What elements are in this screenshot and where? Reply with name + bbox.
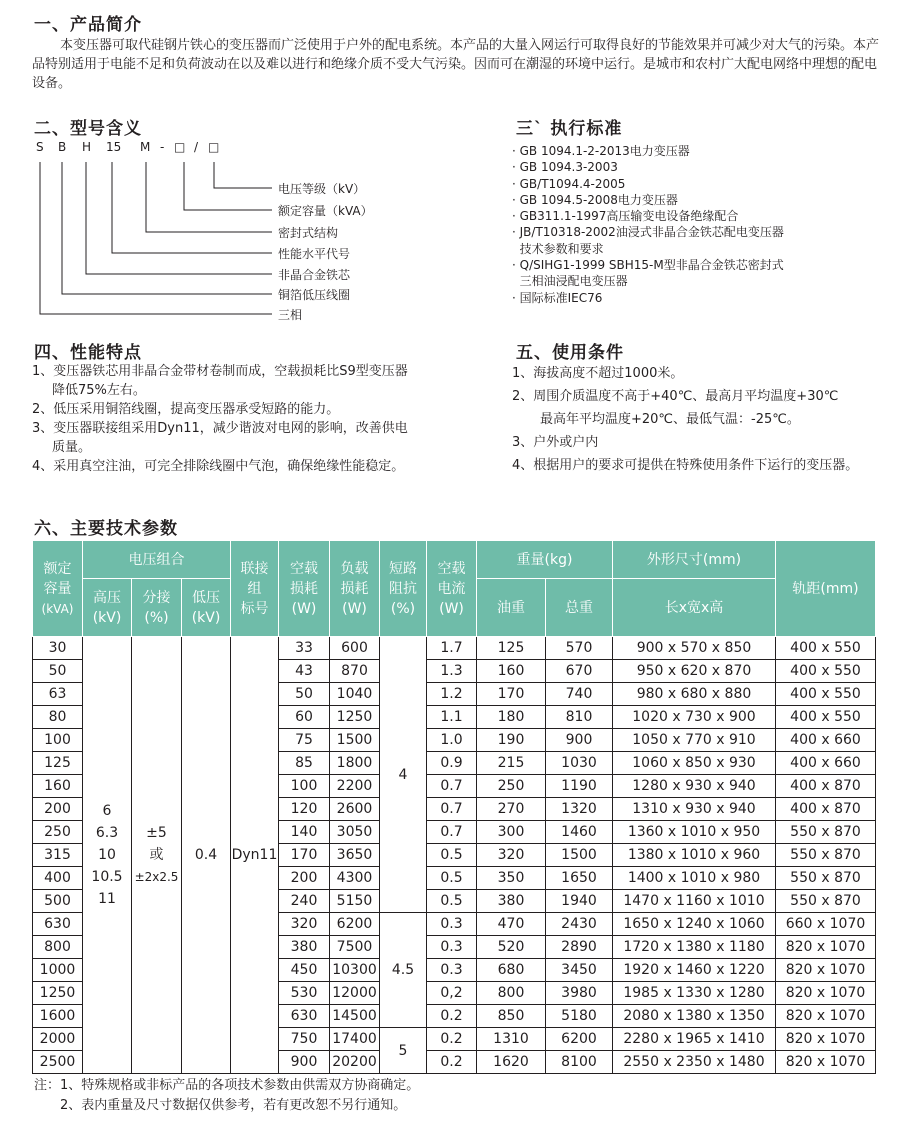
cell-capacity: 1000 (33, 959, 83, 982)
cell-gauge: 820 x 1070 (776, 982, 876, 1005)
cell-gauge: 550 x 870 (776, 867, 876, 890)
bracket-level-line (112, 162, 272, 253)
header-noload-loss: 空载 损耗 (W) (279, 541, 330, 637)
label-rated-capacity: 额定容量（kVA） (278, 204, 373, 218)
cell-gauge: 400 x 660 (776, 752, 876, 775)
header-voltage-group: 电压组合 (83, 541, 231, 579)
cell-dimensions: 1050 x 770 x 910 (613, 729, 776, 752)
cell-hv-values (83, 637, 132, 1074)
cell-noload-current: 1.2 (427, 683, 477, 706)
cell-noload-current: 0.5 (427, 867, 477, 890)
cell-noload-current: 0.7 (427, 821, 477, 844)
cell-oil-weight: 180 (477, 706, 546, 729)
cell-gauge: 400 x 550 (776, 683, 876, 706)
model-code-box2: □ (208, 140, 220, 154)
header-impedance: 短路 阻抗 (%) (380, 541, 427, 637)
model-code-b: B (58, 140, 67, 154)
cell-noload-current: 1.1 (427, 706, 477, 729)
label-performance-code: 性能水平代号 (278, 247, 351, 261)
cell-noload-current: 0.2 (427, 1005, 477, 1028)
cell-oil-weight: 1620 (477, 1051, 546, 1074)
cell-dimensions: 1020 x 730 x 900 (613, 706, 776, 729)
standard-item: · GB311.1-1997高压输变电设备绝缘配合 (512, 209, 739, 224)
footnote-1: 注：1、特殊规格或非标产品的各项技术参数由供需双方协商确定。 (34, 1078, 420, 1093)
cell-load-loss: 10300 (330, 959, 380, 982)
header-hv: 高压 (kV) (83, 579, 132, 637)
cell-noload-loss: 900 (279, 1051, 330, 1074)
condition-item: 2、周围介质温度不高于+40℃、最高月平均温度+30℃ (512, 389, 839, 404)
cell-capacity: 100 (33, 729, 83, 752)
cell-load-loss: 7500 (330, 936, 380, 959)
cell-connection-value: Dyn11 (231, 637, 279, 1074)
cell-oil-weight: 520 (477, 936, 546, 959)
cell-total-weight: 5180 (546, 1005, 613, 1028)
features-list (32, 362, 412, 476)
model-code-m: M (140, 140, 151, 154)
model-code-h: H (82, 140, 92, 154)
cell-total-weight: 670 (546, 660, 613, 683)
cell-dimensions: 950 x 620 x 870 (613, 660, 776, 683)
intro-paragraph: 本变压器可取代硅钢片铁心的变压器而广泛使用于户外的配电系统。本产品的大量入网运行可取得良好的节能效果并可减少对大气的污染。本产品特别适用于电能不足和负荷波动在以及难以进行和绝缘介质不受大气污染。因而可在潮湿的环境中运行。是城市和农村广大配电网络中理想的配电设备。 (32, 38, 880, 91)
bracket-phase-line (40, 162, 272, 314)
cell-noload-loss: 85 (279, 752, 330, 775)
cell-gauge: 820 x 1070 (776, 959, 876, 982)
cell-noload-current: 0.2 (427, 1028, 477, 1051)
model-code-s: S (36, 140, 44, 154)
cell-total-weight: 1030 (546, 752, 613, 775)
cell-noload-current: 0.2 (427, 1051, 477, 1074)
condition-item: 3、户外或户内 (512, 435, 599, 450)
tap-value: ±5 (146, 825, 167, 841)
cell-total-weight: 740 (546, 683, 613, 706)
cell-noload-current: 0.5 (427, 844, 477, 867)
standards-title: 三` 执行标准 (516, 119, 623, 139)
hv-value: 10 (98, 847, 116, 863)
standard-item: · GB 1094.3-2003 (512, 160, 618, 175)
cell-total-weight: 2890 (546, 936, 613, 959)
header-dimensions: 外形尺寸(mm) (613, 541, 776, 579)
cell-noload-current: 0.7 (427, 798, 477, 821)
header-lv: 低压 (kV) (182, 579, 231, 637)
table-row (33, 637, 876, 660)
cell-load-loss: 1500 (330, 729, 380, 752)
cell-gauge: 550 x 870 (776, 844, 876, 867)
label-amorphous-core: 非晶合金铁芯 (278, 268, 351, 282)
cell-capacity: 80 (33, 706, 83, 729)
cell-load-loss: 2600 (330, 798, 380, 821)
cell-capacity: 1250 (33, 982, 83, 1005)
header-total-weight: 总重 (546, 579, 613, 637)
cell-dimensions: 1360 x 1010 x 950 (613, 821, 776, 844)
cell-gauge: 400 x 870 (776, 798, 876, 821)
cell-total-weight: 6200 (546, 1028, 613, 1051)
cell-oil-weight: 300 (477, 821, 546, 844)
header-tap: 分接 (%) (132, 579, 182, 637)
feature-item: 1、变压器铁芯用非晶合金带材卷制而成，空载损耗比S9型变压器降低75%左右。 (32, 364, 408, 398)
cell-dimensions: 1060 x 850 x 930 (613, 752, 776, 775)
cell-oil-weight: 250 (477, 775, 546, 798)
header-connection: 联接 组 标号 (231, 541, 279, 637)
cell-oil-weight: 160 (477, 660, 546, 683)
header-capacity: 额定 容量 (kVA) (33, 541, 83, 637)
tap-value: 或 (149, 847, 164, 863)
cell-dimensions: 2550 x 2350 x 1480 (613, 1051, 776, 1074)
cell-dimensions: 1400 x 1010 x 980 (613, 867, 776, 890)
header-gauge: 轨距(mm) (776, 541, 876, 637)
cell-oil-weight: 380 (477, 890, 546, 913)
cell-capacity: 500 (33, 890, 83, 913)
standard-item: 三相油浸配电变压器 (512, 274, 628, 289)
cell-tap-values (132, 637, 182, 1074)
cell-total-weight: 1500 (546, 844, 613, 867)
cell-load-loss: 4300 (330, 867, 380, 890)
cell-total-weight: 2430 (546, 913, 613, 936)
cell-dimensions: 2080 x 1380 x 1350 (613, 1005, 776, 1028)
header-dim-sub: 长x宽x高 (613, 579, 776, 637)
cell-total-weight: 1650 (546, 867, 613, 890)
feature-item: 3、变压器联接组采用Dyn11，减少谐波对电网的影响，改善供电质量。 (32, 421, 408, 455)
model-code-dash: - (160, 140, 165, 154)
table-title: 六、主要技术参数 (34, 519, 178, 539)
cell-total-weight: 810 (546, 706, 613, 729)
features-title: 四、性能特点 (34, 343, 142, 363)
cell-oil-weight: 170 (477, 683, 546, 706)
cell-capacity: 250 (33, 821, 83, 844)
cell-oil-weight: 850 (477, 1005, 546, 1028)
cell-noload-loss: 43 (279, 660, 330, 683)
cell-capacity: 63 (33, 683, 83, 706)
cell-capacity: 630 (33, 913, 83, 936)
standard-item: · GB 1094.1-2-2013电力变压器 (512, 144, 690, 158)
standard-item: 技术参数和要求 (512, 241, 604, 256)
cell-noload-current: 0.3 (427, 936, 477, 959)
cell-gauge: 400 x 550 (776, 637, 876, 660)
intro-title: 一、产品简介 (34, 15, 142, 35)
cell-total-weight: 900 (546, 729, 613, 752)
cell-dimensions: 1720 x 1380 x 1180 (613, 936, 776, 959)
cell-noload-loss: 60 (279, 706, 330, 729)
cell-capacity: 315 (33, 844, 83, 867)
cell-gauge: 820 x 1070 (776, 1028, 876, 1051)
label-sealed-structure: 密封式结构 (278, 226, 339, 240)
cell-noload-loss: 240 (279, 890, 330, 913)
model-meaning-title: 二、型号含义 (34, 119, 142, 139)
cell-total-weight: 1940 (546, 890, 613, 913)
cell-oil-weight: 470 (477, 913, 546, 936)
label-copper-foil-coil: 铜箔低压线圈 (278, 288, 351, 302)
cell-oil-weight: 270 (477, 798, 546, 821)
cell-oil-weight: 350 (477, 867, 546, 890)
cell-oil-weight: 215 (477, 752, 546, 775)
header-weight: 重量(kg) (477, 541, 613, 579)
cell-oil-weight: 1310 (477, 1028, 546, 1051)
cell-dimensions: 1280 x 930 x 940 (613, 775, 776, 798)
cell-load-loss: 1250 (330, 706, 380, 729)
cell-load-loss: 1040 (330, 683, 380, 706)
cell-oil-weight: 800 (477, 982, 546, 1005)
hv-value: 10.5 (91, 869, 123, 885)
cell-capacity: 160 (33, 775, 83, 798)
cell-load-loss: 2200 (330, 775, 380, 798)
bracket-capacity-line (184, 162, 272, 210)
model-code-15: 15 (106, 140, 122, 154)
cell-total-weight: 1460 (546, 821, 613, 844)
cell-dimensions: 1920 x 1460 x 1220 (613, 959, 776, 982)
standard-item: · 国际标准IEC76 (512, 290, 603, 305)
cell-noload-loss: 630 (279, 1005, 330, 1028)
cell-load-loss: 1800 (330, 752, 380, 775)
cell-noload-current: 1.0 (427, 729, 477, 752)
footnotes (34, 1076, 419, 1116)
footnote-2: 2、表内重量及尺寸数据仅供参考，若有更改恕不另行通知。 (60, 1098, 407, 1113)
condition-item: 1、海拔高度不超过1000米。 (512, 366, 684, 381)
cell-noload-loss: 380 (279, 936, 330, 959)
cell-impedance: 4.5 (380, 913, 427, 1028)
cell-noload-loss: 140 (279, 821, 330, 844)
cell-gauge: 400 x 870 (776, 775, 876, 798)
cell-capacity: 50 (33, 660, 83, 683)
hv-value: 6 (102, 803, 112, 819)
label-voltage-level: 电压等级（kV） (278, 182, 366, 196)
standard-item: · Q/SIHG1-1999 SBH15-M型非晶合金铁芯密封式 (512, 258, 784, 273)
cell-gauge: 400 x 550 (776, 706, 876, 729)
cell-noload-current: 1.7 (427, 637, 477, 660)
condition-item: 4、根据用户的要求可提供在特殊使用条件下运行的变压器。 (512, 458, 859, 473)
cell-oil-weight: 680 (477, 959, 546, 982)
cell-load-loss: 14500 (330, 1005, 380, 1028)
cell-noload-loss: 170 (279, 844, 330, 867)
conditions-list (512, 362, 884, 477)
cell-gauge: 820 x 1070 (776, 1005, 876, 1028)
cell-noload-current: 0.9 (427, 752, 477, 775)
cell-lv-value: 0.4 (182, 637, 231, 1074)
cell-dimensions: 1470 x 1160 x 1010 (613, 890, 776, 913)
header-noload-current: 空载 电流 (W) (427, 541, 477, 637)
spec-table-body (33, 637, 876, 1074)
cell-oil-weight: 190 (477, 729, 546, 752)
cell-capacity: 2500 (33, 1051, 83, 1074)
cell-total-weight: 1320 (546, 798, 613, 821)
cell-impedance: 4 (380, 637, 427, 913)
cell-load-loss: 3050 (330, 821, 380, 844)
feature-item: 2、低压采用铜箔线圈，提高变压器承受短路的能力。 (32, 402, 340, 417)
condition-item: 最高年平均温度+20℃、最低气温：-25℃。 (540, 412, 800, 427)
cell-noload-current: 0.5 (427, 890, 477, 913)
cell-noload-loss: 33 (279, 637, 330, 660)
cell-dimensions: 1985 x 1330 x 1280 (613, 982, 776, 1005)
cell-total-weight: 3980 (546, 982, 613, 1005)
spec-table (32, 540, 876, 1074)
cell-noload-loss: 320 (279, 913, 330, 936)
label-three-phase: 三相 (278, 308, 303, 322)
cell-dimensions: 980 x 680 x 880 (613, 683, 776, 706)
cell-noload-current: 0.7 (427, 775, 477, 798)
cell-dimensions: 1650 x 1240 x 1060 (613, 913, 776, 936)
cell-capacity: 2000 (33, 1028, 83, 1051)
header-oil-weight: 油重 (477, 579, 546, 637)
cell-load-loss: 20200 (330, 1051, 380, 1074)
model-code-box1: □ (174, 140, 186, 154)
cell-load-loss: 6200 (330, 913, 380, 936)
cell-noload-loss: 530 (279, 982, 330, 1005)
hv-value: 6.3 (95, 825, 119, 841)
cell-capacity: 200 (33, 798, 83, 821)
cell-gauge: 820 x 1070 (776, 936, 876, 959)
standard-item: · JB/T10318-2002油浸式非晶合金铁芯配电变压器 (512, 225, 784, 240)
standard-item: · GB/T1094.4-2005 (512, 176, 626, 191)
cell-capacity: 30 (33, 637, 83, 660)
cell-dimensions: 2280 x 1965 x 1410 (613, 1028, 776, 1051)
cell-capacity: 400 (33, 867, 83, 890)
cell-oil-weight: 320 (477, 844, 546, 867)
cell-capacity: 800 (33, 936, 83, 959)
standards-list (512, 143, 892, 306)
cell-capacity: 1600 (33, 1005, 83, 1028)
tap-value: ±2x2.5 (134, 870, 179, 884)
cell-total-weight: 570 (546, 637, 613, 660)
cell-noload-loss: 200 (279, 867, 330, 890)
cell-load-loss: 600 (330, 637, 380, 660)
cell-load-loss: 3650 (330, 844, 380, 867)
cell-noload-loss: 120 (279, 798, 330, 821)
cell-noload-loss: 50 (279, 683, 330, 706)
cell-load-loss: 12000 (330, 982, 380, 1005)
cell-noload-current: 0,2 (427, 982, 477, 1005)
cell-gauge: 550 x 870 (776, 821, 876, 844)
cell-dimensions: 1310 x 930 x 940 (613, 798, 776, 821)
cell-oil-weight: 125 (477, 637, 546, 660)
standard-item: · GB 1094.5-2008电力变压器 (512, 192, 678, 207)
hv-value: 11 (98, 891, 116, 907)
feature-item: 4、采用真空注油，可完全排除线圈中气泡，确保绝缘性能稳定。 (32, 459, 405, 474)
cell-gauge: 400 x 660 (776, 729, 876, 752)
cell-gauge: 400 x 550 (776, 660, 876, 683)
model-code-slash: / (194, 140, 199, 154)
bracket-voltage-line (214, 162, 272, 188)
cell-impedance: 5 (380, 1028, 427, 1074)
cell-noload-current: 0.3 (427, 959, 477, 982)
cell-noload-loss: 450 (279, 959, 330, 982)
cell-noload-loss: 750 (279, 1028, 330, 1051)
cell-dimensions: 1380 x 1010 x 960 (613, 844, 776, 867)
cell-dimensions: 900 x 570 x 850 (613, 637, 776, 660)
cell-noload-loss: 75 (279, 729, 330, 752)
cell-total-weight: 3450 (546, 959, 613, 982)
model-bracket-diagram (0, 150, 280, 320)
cell-total-weight: 1190 (546, 775, 613, 798)
bracket-sealed-line (146, 162, 272, 232)
cell-load-loss: 17400 (330, 1028, 380, 1051)
cell-noload-loss: 100 (279, 775, 330, 798)
cell-capacity: 125 (33, 752, 83, 775)
cell-noload-current: 0.3 (427, 913, 477, 936)
cell-gauge: 550 x 870 (776, 890, 876, 913)
bracket-core-line (86, 162, 272, 274)
conditions-title: 五、使用条件 (516, 343, 624, 363)
cell-gauge: 660 x 1070 (776, 913, 876, 936)
cell-gauge: 820 x 1070 (776, 1051, 876, 1074)
cell-total-weight: 8100 (546, 1051, 613, 1074)
cell-load-loss: 870 (330, 660, 380, 683)
cell-noload-current: 1.3 (427, 660, 477, 683)
cell-load-loss: 5150 (330, 890, 380, 913)
header-load-loss: 负载 损耗 (W) (330, 541, 380, 637)
